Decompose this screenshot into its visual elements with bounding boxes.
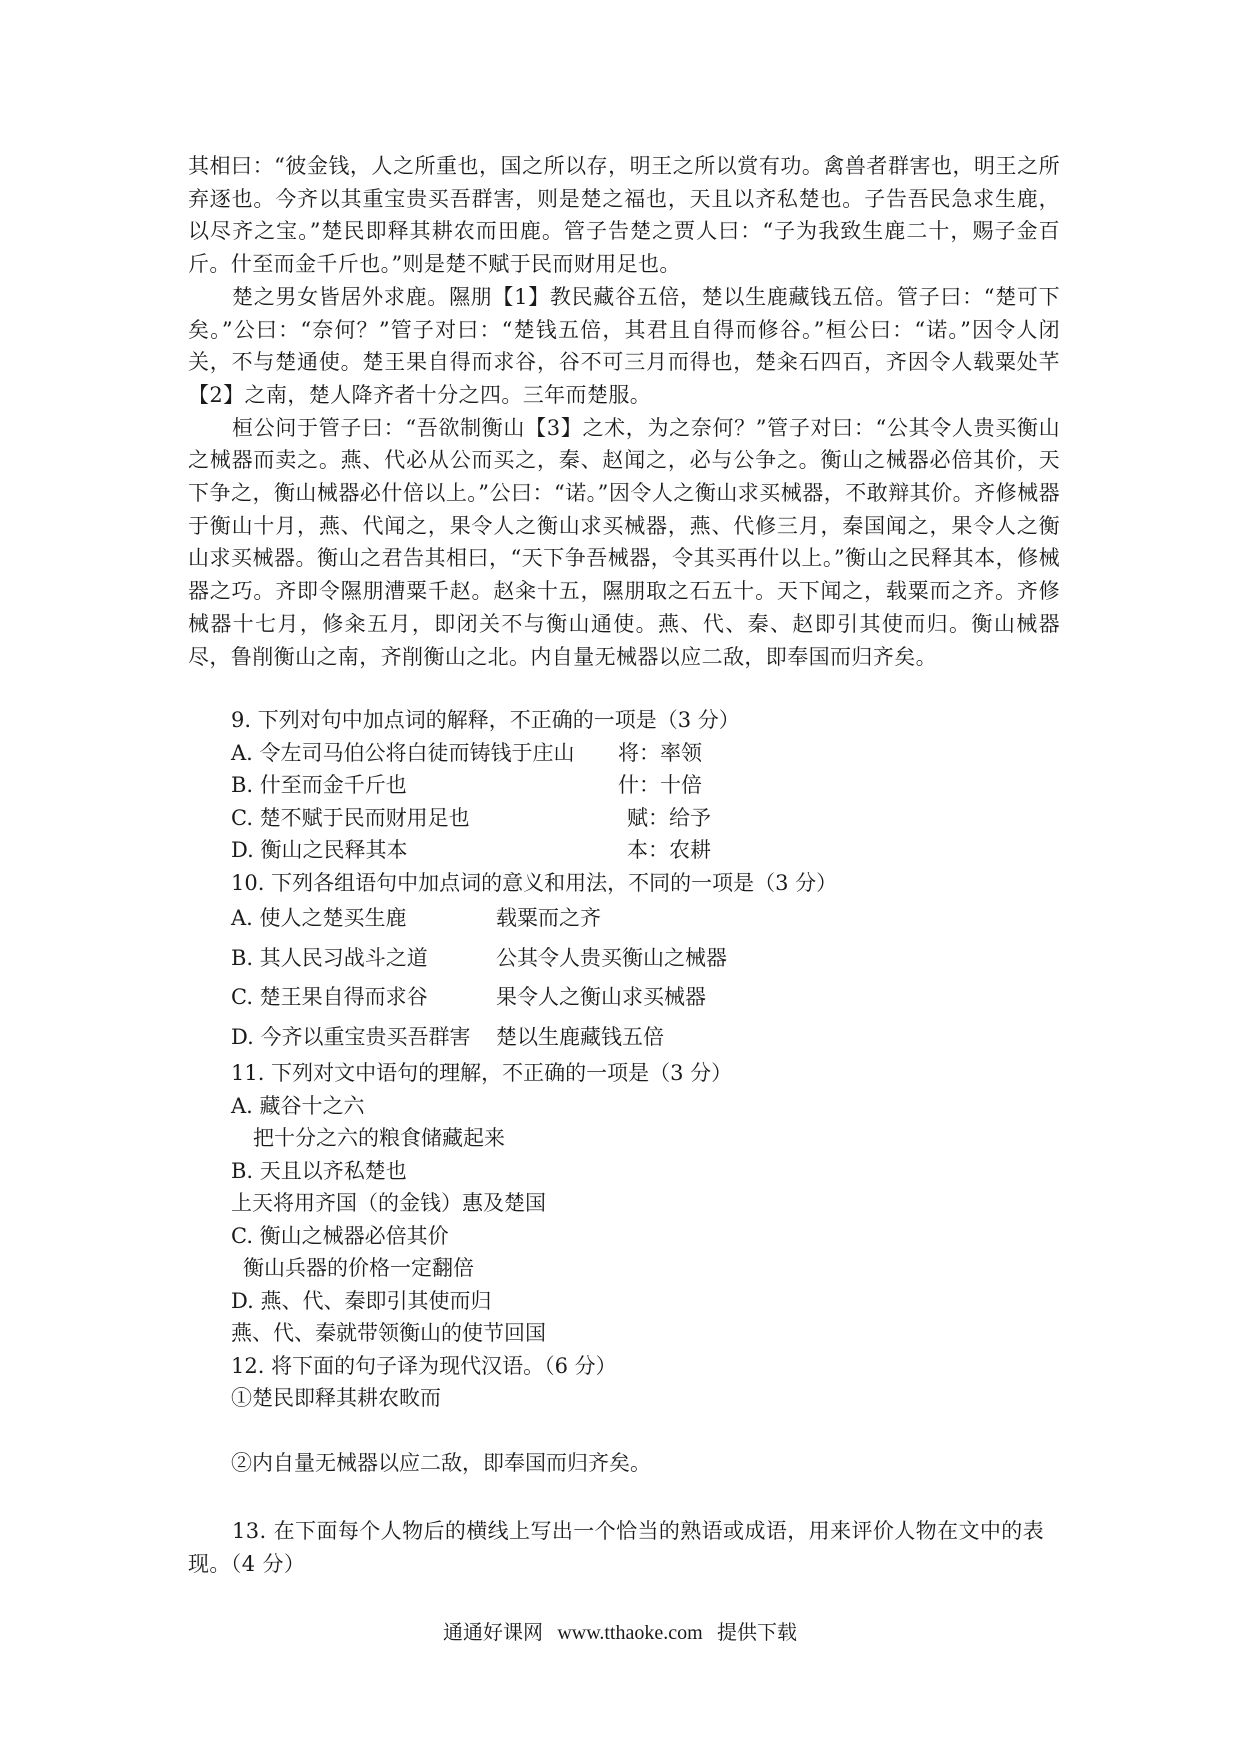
question-10-option-a xyxy=(231,899,1071,939)
option-sentence-2: 公其令人贵买衡山之械器 xyxy=(496,945,727,970)
option-gloss: 什：十倍 xyxy=(618,773,702,797)
option-gloss: 将：率领 xyxy=(618,740,702,765)
question-9-option-a xyxy=(231,737,1071,770)
question-11-option-b-explanation: 上天将用齐国（的金钱）惠及楚国 xyxy=(231,1191,546,1215)
footer-suffix: 提供下载 xyxy=(717,1620,798,1644)
passage-paragraph-2: 楚之男女皆居外求鹿。隰朋【1】教民藏谷五倍，楚以生鹿藏钱五倍。管子曰：“楚可下矣。”公曰：“奈何？”管子对曰：“楚钱五倍，其君且自得而修谷。”桓公曰：“诺。”因令人闭关，不与楚通使。楚王果自得而求谷，谷不可三月而得也，楚籴石四百，齐因令人载粟处芊【2】之南，楚人降齐者十分之四。三年而楚服。 xyxy=(188,284,1060,407)
question-11-option-b: B. 天且以齐私楚也 xyxy=(231,1158,407,1183)
option-text: A. 令左司马伯公将白徒而铸钱于庄山 xyxy=(231,740,575,765)
question-10-option-b xyxy=(231,939,1071,979)
option-sentence-1: B. 其人民习战斗之道 xyxy=(231,945,428,970)
question-13-stem: 13. 在下面每个人物后的横线上写出一个恰当的熟语或成语，用来评价人物在文中的表现。（4 分） xyxy=(188,1519,1045,1576)
passage-paragraph-1: 其相曰：“彼金钱，人之所重也，国之所以存，明王之所以赏有功。禽兽者群害也，明王之所弃逐也。今齐以其重宝贵买吾群害，则是楚之福也，天且以齐私楚也。子告吾民急求生鹿，以尽齐之宝。”楚民即释其耕农而田鹿。管子告楚之贾人曰：“子为我致生鹿二十，赐子金百斤。什至而金千斤也。”则是楚不赋于民而财用足也。 xyxy=(188,154,1060,277)
question-11-option-d-explanation: 燕、代、秦就带领衡山的使节回国 xyxy=(231,1321,546,1345)
option-sentence-1: D. 今齐以重宝贵买吾群害 xyxy=(231,1024,471,1049)
question-9-option-c xyxy=(231,802,1071,835)
question-11-stem: 11. 下列对文中语句的理解，不正确的一项是（3 分） xyxy=(231,1061,733,1085)
question-12-stem: 12. 将下面的句子译为现代汉语。（6 分） xyxy=(231,1353,617,1378)
questions xyxy=(231,704,1071,1479)
page-footer xyxy=(0,1618,1240,1647)
question-10-stem: 10. 下列各组语句中加点词的意义和用法，不同的一项是（3 分） xyxy=(231,870,838,895)
question-12-sentence-2: ②内自量无械器以应二敌，即奉国而归齐矣。 xyxy=(231,1450,651,1475)
option-sentence-1: C. 楚王果自得而求谷 xyxy=(231,985,428,1009)
question-10-option-c xyxy=(231,978,1071,1018)
question-11-option-d: D. 燕、代、秦即引其使而归 xyxy=(231,1288,492,1313)
question-12-sentence-1: ①楚民即释其耕农畋而 xyxy=(231,1386,441,1410)
passage xyxy=(188,150,1060,673)
option-sentence-2: 果令人之衡山求买械器 xyxy=(496,985,706,1009)
passage-paragraph-3: 桓公问于管子曰：“吾欲制衡山【3】之术，为之奈何？”管子对曰：“公其令人贵买衡山之械器而卖之。燕、代必从公而买之，秦、赵闻之，必与公争之。衡山之械器必倍其价，天下争之，衡山械器必什倍以上。”公曰：“诺。”因令人之衡山求买械器，不敢辩其价。齐修械器于衡山十月，燕、代闻之，果令人之衡山求买械器，燕、代修三月，秦国闻之，果令人之衡山求买械器。衡山之君告其相曰，“天下争吾械器，令其买再什以上。”衡山之民释其本，修械器之巧。齐即令隰朋漕粟千赵。赵籴十五，隰朋取之石五十。天下闻之，载粟而之齐。齐修械器十七月，修籴五月，即闭关不与衡山通使。燕、代、秦、赵即引其使而归。衡山械器尽，鲁削衡山之南，齐削衡山之北。内自量无械器以应二敌，即奉国而归齐矣。 xyxy=(188,415,1060,669)
option-sentence-1: A. 使人之楚买生鹿 xyxy=(231,906,407,930)
question-11-option-a-explanation: 把十分之六的粮食储藏起来 xyxy=(253,1126,505,1150)
option-text: D. 衡山之民释其本 xyxy=(231,838,408,862)
option-text: C. 楚不赋于民而财用足也 xyxy=(231,805,470,830)
question-9-stem: 9. 下列对句中加点词的解释，不正确的一项是（3 分） xyxy=(231,708,740,732)
option-gloss: 本：农耕 xyxy=(627,838,711,862)
question-9-option-b xyxy=(231,769,1071,802)
question-10-option-d xyxy=(231,1018,1071,1058)
question-11-option-c: C. 衡山之械器必倍其价 xyxy=(231,1223,449,1248)
option-sentence-2: 载粟而之齐 xyxy=(496,906,601,930)
option-sentence-2: 楚以生鹿藏钱五倍 xyxy=(496,1024,664,1049)
option-gloss: 赋：给予 xyxy=(627,805,711,830)
footer-site-name: 通通好课网 xyxy=(442,1620,543,1644)
option-text: B. 什至而金千斤也 xyxy=(231,773,407,797)
question-9-option-d xyxy=(231,834,1071,867)
question-11-option-a: A. 藏谷十之六 xyxy=(231,1093,365,1118)
question-11-option-c-explanation: 衡山兵器的价格一定翻倍 xyxy=(243,1256,474,1280)
footer-url: www.tthaoke.com xyxy=(557,1622,703,1644)
